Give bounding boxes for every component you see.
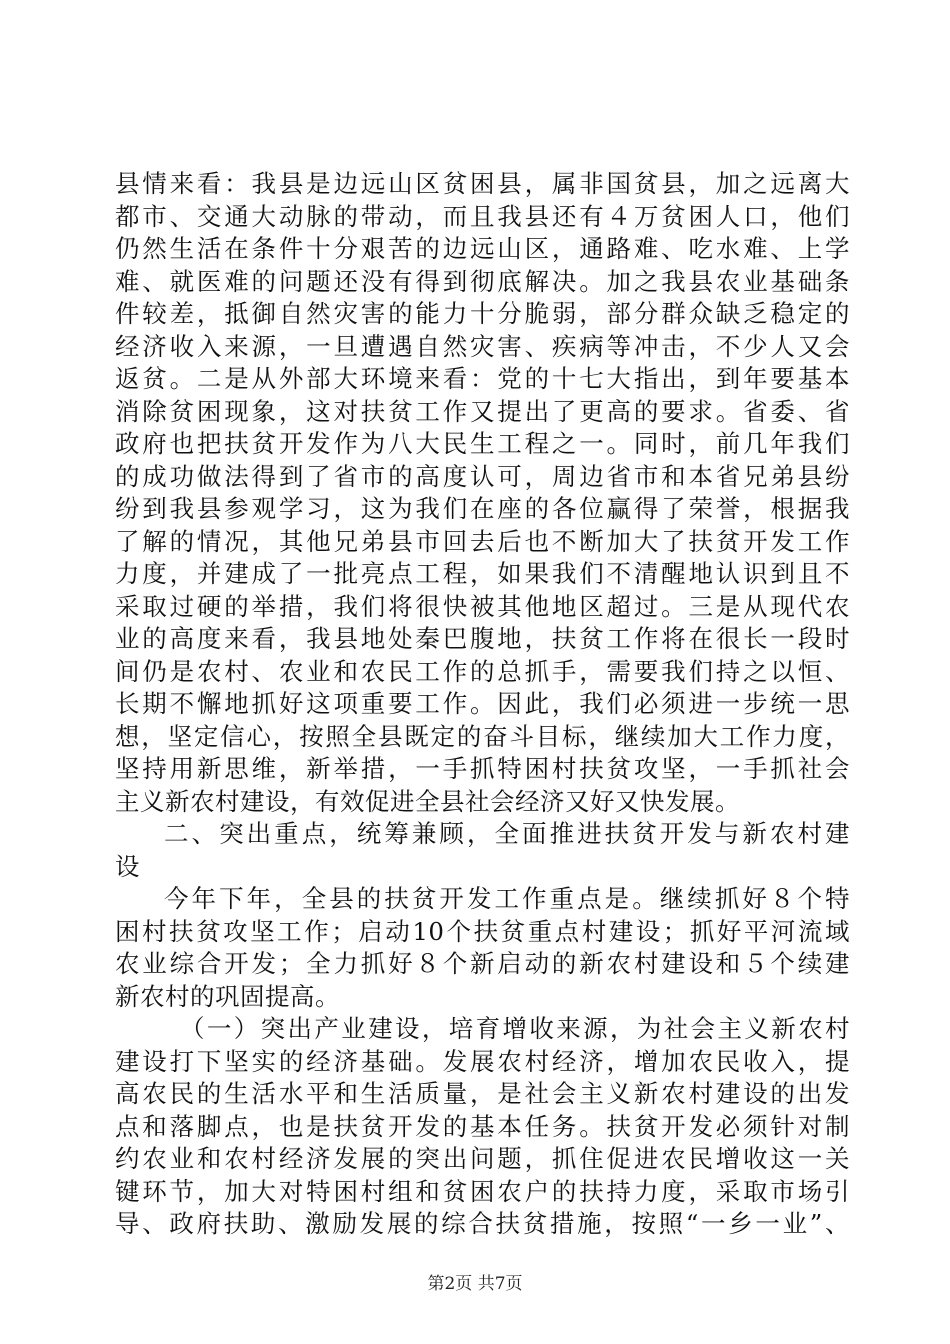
- text-line: 困村扶贫攻坚工作；启动10个扶贫重点村建设；抓好平河流域: [115, 916, 850, 946]
- text-line: 农业综合开发；全力抓好８个新启动的新农村建设和５个续建: [115, 949, 850, 978]
- text-line: 县情来看：我县是边远山区贫困县，属非国贫县，加之远离大: [115, 169, 850, 198]
- text-line: 采取过硬的举措，我们将很快被其他地区超过。三是从现代农: [115, 591, 850, 621]
- text-line: 纷到我县参观学习，这为我们在座的各位赢得了荣誉，根据我: [115, 494, 850, 523]
- text-line: 主义新农村建设，有效促进全县社会经济又好又快发展。: [115, 786, 740, 816]
- text-line: 间仍是农村、农业和农民工作的总抓手，需要我们持之以恒、: [115, 656, 850, 686]
- text-line: 约农业和农村经济发展的突出问题，抓住促进农民增收这一关: [115, 1144, 850, 1173]
- text-line: 今年下年，全县的扶贫开发工作重点是。继续抓好８个特: [164, 884, 850, 913]
- text-line: 消除贫困现象，这对扶贫工作又提出了更高的要求。省委、省: [115, 396, 850, 426]
- text-line: 新农村的巩固提高。: [115, 981, 340, 1011]
- text-line: 力度，并建成了一批亮点工程，如果我们不清醒地认识到且不: [115, 559, 850, 588]
- text-line: 长期不懈地抓好这项重要工作。因此，我们必须进一步统一思: [115, 689, 850, 718]
- document-body: [115, 168, 850, 1241]
- text-line: 仍然生活在条件十分艰苦的边远山区，通路难、吃水难、上学: [115, 234, 850, 263]
- text-line: 返贫。二是从外部大环境来看：党的十七大指出，到年要基本: [115, 364, 850, 393]
- text-line: 件较差，抵御自然灾害的能力十分脆弱，部分群众缺乏稳定的: [115, 299, 850, 328]
- text-line: 键环节，加大对特困村组和贫困农户的扶持力度，采取市场引: [115, 1176, 850, 1206]
- text-line: 都市、交通大动脉的带动，而且我县还有４万贫困人口，他们: [115, 201, 850, 231]
- text-line: 坚持用新思维，新举措，一手抓特困村扶贫攻坚，一手抓社会: [115, 754, 850, 783]
- text-line: 想，坚定信心，按照全县既定的奋斗目标，继续加大工作力度，: [115, 721, 850, 751]
- section-heading-continued: 设: [115, 851, 140, 881]
- page-number-footer: 第2页 共7页: [427, 1274, 523, 1294]
- text-line: 经济收入来源，一旦遭遇自然灾害、疾病等冲击，不少人又会: [115, 331, 850, 361]
- text-line: 难、就医难的问题还没有得到彻底解决。加之我县农业基础条: [115, 266, 850, 296]
- text-line: 点和落脚点，也是扶贫开发的基本任务。扶贫开发必须针对制: [115, 1111, 850, 1141]
- section-heading: 二、突出重点，统筹兼顾，全面推进扶贫开发与新农村建: [164, 819, 850, 848]
- text-line: 政府也把扶贫开发作为八大民生工程之一。同时，前几年我们: [115, 429, 850, 458]
- text-line: 建设打下坚实的经济基础。发展农村经济，增加农民收入，提: [115, 1046, 850, 1076]
- text-line: 的成功做法得到了省市的高度认可，周边省市和本省兄弟县纷: [115, 461, 850, 491]
- subsection-line: （一）突出产业建设，培育增收来源，为社会主义新农村: [180, 1014, 850, 1043]
- text-line: 业的高度来看，我县地处秦巴腹地，扶贫工作将在很长一段时: [115, 624, 850, 653]
- text-line: 了解的情况，其他兄弟县市回去后也不断加大了扶贫开发工作: [115, 526, 850, 556]
- text-line: 导、政府扶助、激励发展的综合扶贫措施，按照“一乡一业”、: [115, 1209, 850, 1238]
- text-line: 高农民的生活水平和生活质量，是社会主义新农村建设的出发: [115, 1079, 850, 1108]
